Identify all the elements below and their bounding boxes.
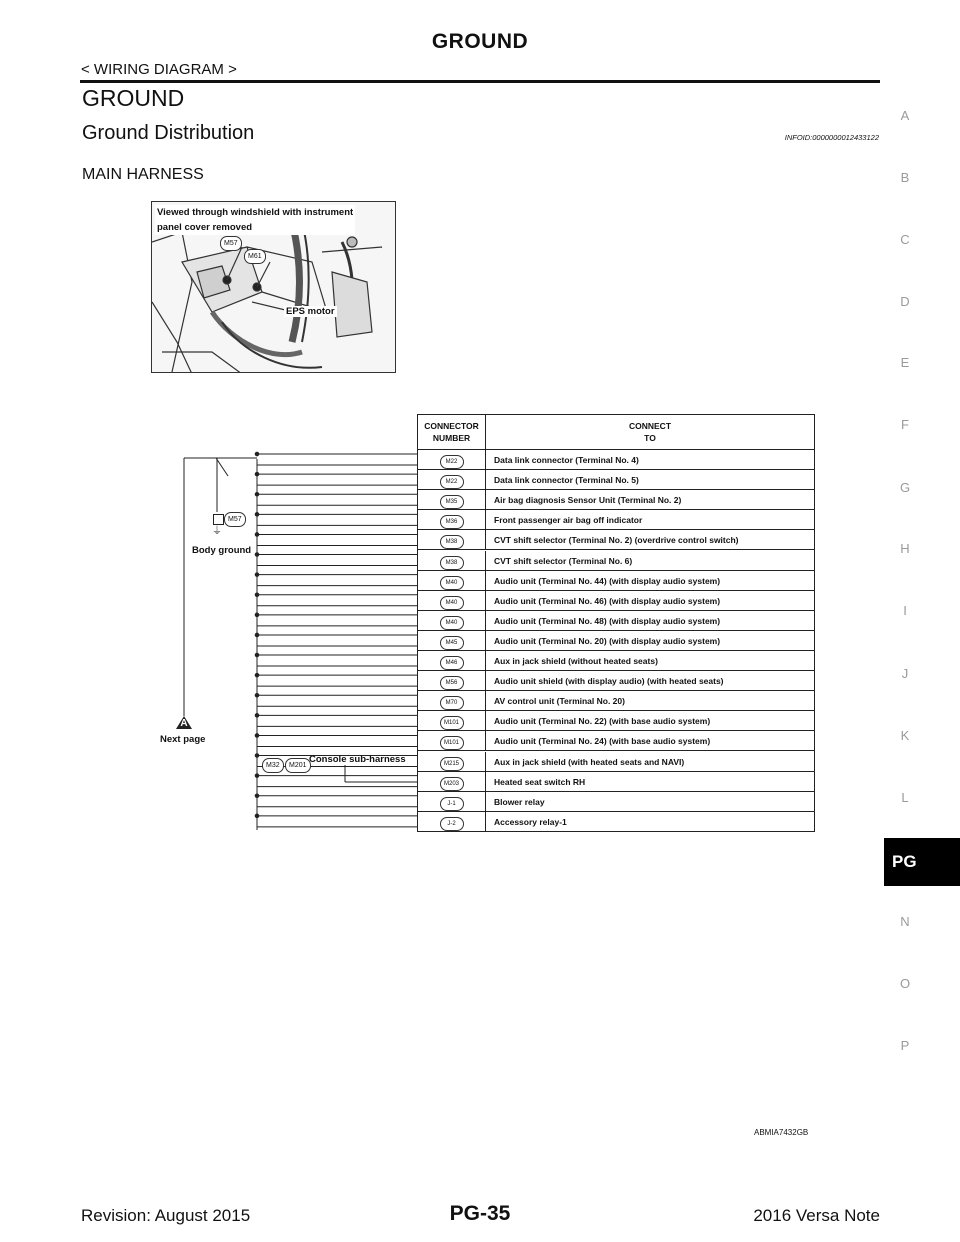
callout-m57: M57 <box>220 236 242 251</box>
side-index-a[interactable]: A <box>900 108 910 123</box>
connector-cell <box>418 691 486 710</box>
next-page-marker: A <box>180 718 188 729</box>
ground-branch-wire <box>216 458 228 476</box>
table-row <box>418 631 814 651</box>
table-row <box>418 470 814 490</box>
connector-badge: M36 <box>440 515 464 529</box>
side-index-g[interactable]: G <box>899 480 911 495</box>
connector-badge: M45 <box>440 636 464 650</box>
splice-dot <box>255 593 259 597</box>
connect-to-cell: Aux in jack shield (with heated seats and NAVI) <box>494 756 685 767</box>
page-subtitle: Ground Distribution <box>82 122 255 144</box>
connector-table <box>417 414 815 832</box>
connect-to-cell: Audio unit shield (with display audio) (with heated seats) <box>494 676 724 687</box>
connector-badge: M70 <box>440 696 464 710</box>
splice-dot <box>255 452 259 456</box>
connector-cell <box>418 490 486 509</box>
table-row <box>418 571 814 591</box>
ground-symbol-icon: ⏚ <box>212 526 222 537</box>
splice-dot <box>255 573 259 577</box>
connector-badge: M215 <box>440 757 464 771</box>
info-id: INFOID:0000000012433122 <box>784 133 879 142</box>
splice-dot <box>255 553 259 557</box>
next-page-label[interactable]: Next page <box>160 734 206 745</box>
body-ground-label: Body ground <box>192 545 252 556</box>
splice-dot <box>255 492 259 496</box>
ground-wiring-schematic <box>150 440 420 830</box>
connect-to-cell: Aux in jack shield (without heated seats) <box>494 656 658 666</box>
table-row <box>418 671 814 691</box>
splice-dot <box>255 533 259 537</box>
footer-revision: Revision: August 2015 <box>81 1206 251 1225</box>
active-section-tab[interactable]: PG <box>884 838 960 886</box>
splice-dot <box>255 613 259 617</box>
connector-badge: M101 <box>440 736 464 750</box>
connector-cell <box>418 651 486 670</box>
connect-to-cell: Air bag diagnosis Sensor Unit (Terminal No. 2) <box>494 495 682 506</box>
connector-cell <box>418 812 486 832</box>
table-row <box>418 651 814 671</box>
connector-badge: M203 <box>440 777 464 791</box>
connector-cell <box>418 510 486 529</box>
dashboard-illustration <box>151 201 396 373</box>
connector-badge: M40 <box>440 576 464 590</box>
footer-page-number: PG-35 <box>449 1202 511 1225</box>
connector-badge: M22 <box>440 455 464 469</box>
connector-cell <box>418 792 486 811</box>
connect-to-cell: Data link connector (Terminal No. 5) <box>494 475 639 486</box>
connect-to-cell: Audio unit (Terminal No. 46) (with display audio system) <box>494 595 721 606</box>
table-row <box>418 792 814 812</box>
connector-cell <box>418 671 486 690</box>
connector-badge: M101 <box>440 716 464 730</box>
connect-to-cell: Audio unit (Terminal No. 44) (with display audio system) <box>494 575 721 586</box>
table-header-connect-to-line1: CONNECT TO <box>628 421 672 443</box>
connector-cell <box>418 530 486 549</box>
table-header-connector-line1: CONNECTOR NUMBER <box>424 421 479 443</box>
connector-badge: M22 <box>440 475 464 489</box>
ground-terminal-icon <box>213 514 224 525</box>
connect-to-cell: Audio unit (Terminal No. 22) (with base audio system) <box>494 716 711 727</box>
splice-dot <box>255 814 259 818</box>
page-title: GROUND <box>82 85 185 111</box>
console-connector-m201: M201 <box>285 758 311 773</box>
connector-cell <box>418 591 486 610</box>
connector-badge: M35 <box>440 495 464 509</box>
side-index-f[interactable]: F <box>901 417 909 432</box>
connector-badge: J-2 <box>440 817 464 831</box>
splice-dot <box>255 714 259 718</box>
splice-dot <box>255 774 259 778</box>
header-rule <box>80 80 880 83</box>
splice-dot <box>255 513 259 517</box>
connector-badge: M40 <box>440 616 464 630</box>
illustration-caption-line1: Viewed through windshield with instrument <box>157 207 354 218</box>
connect-to-cell: Audio unit (Terminal No. 48) (with display audio system) <box>494 615 721 626</box>
connector-badge: M38 <box>440 556 464 570</box>
connect-to-cell: Heated seat switch RH <box>494 776 586 787</box>
connector-cell <box>418 772 486 791</box>
connect-to-cell: Accessory relay-1 <box>494 816 567 827</box>
table-row <box>418 611 814 631</box>
connector-cell <box>418 470 486 489</box>
harness-title: MAIN HARNESS <box>82 166 204 183</box>
connect-to-cell: CVT shift selector (Terminal No. 2) (overdrive control switch) <box>494 535 739 546</box>
table-row <box>418 551 814 571</box>
console-connector-m32: M32 <box>262 758 284 773</box>
connector-cell <box>418 752 486 771</box>
illustration-caption-line2: panel cover removed <box>157 222 253 233</box>
side-index-h[interactable]: H <box>900 541 910 556</box>
connect-to-cell: AV control unit (Terminal No. 20) <box>494 696 625 707</box>
table-row <box>418 731 814 751</box>
table-row <box>418 510 814 530</box>
side-index-n[interactable]: N <box>900 914 910 929</box>
connector-badge: M38 <box>440 535 464 549</box>
side-index-b[interactable]: B <box>900 170 910 185</box>
connector-cell <box>418 571 486 590</box>
figure-reference-code: ABMIA7432GB <box>754 1128 809 1137</box>
table-row <box>418 490 814 510</box>
connector-cell <box>418 711 486 730</box>
header-section: < WIRING DIAGRAM > <box>81 61 237 78</box>
side-index-e[interactable]: E <box>900 355 910 370</box>
connect-to-cell: Audio unit (Terminal No. 20) (with display audio system) <box>494 635 721 646</box>
connect-to-cell: Front passenger air bag off indicator <box>494 515 643 526</box>
connect-to-cell: CVT shift selector (Terminal No. 6) <box>494 555 633 566</box>
splice-dot <box>255 794 259 798</box>
table-row <box>418 450 814 470</box>
table-row <box>418 812 814 832</box>
table-header-connect-to <box>486 415 814 450</box>
connect-to-cell: Audio unit (Terminal No. 24) (with base audio system) <box>494 736 711 747</box>
console-sub-harness-label: Console sub-harness <box>309 754 406 765</box>
side-index-l[interactable]: L <box>901 790 909 805</box>
connector-cell <box>418 450 486 469</box>
ground-connector-m57: M57 <box>224 512 246 527</box>
table-row <box>418 691 814 711</box>
callout-m61: M61 <box>244 249 266 264</box>
table-row <box>418 772 814 792</box>
side-index-d[interactable]: D <box>900 294 910 309</box>
connector-cell <box>418 631 486 650</box>
connector-badge: M46 <box>440 656 464 670</box>
connector-badge: J-1 <box>440 797 464 811</box>
table-row <box>418 591 814 611</box>
header-title: GROUND <box>431 30 529 53</box>
splice-dot <box>255 673 259 677</box>
splice-dot <box>255 734 259 738</box>
connect-to-cell: Data link connector (Terminal No. 4) <box>494 455 639 465</box>
table-header-connector-number <box>418 415 486 450</box>
splice-dot <box>255 754 259 758</box>
side-index-o[interactable]: O <box>899 976 911 991</box>
connector-badge: M40 <box>440 596 464 610</box>
connector-cell <box>418 551 486 570</box>
table-row <box>418 530 814 550</box>
splice-dot <box>255 633 259 637</box>
footer-model: 2016 Versa Note <box>753 1206 880 1225</box>
connect-to-cell: Blower relay <box>494 796 545 807</box>
connector-cell <box>418 731 486 750</box>
callout-eps-motor: EPS motor <box>286 306 335 317</box>
connector-cell <box>418 611 486 630</box>
splice-dot <box>255 472 259 476</box>
side-index-j[interactable]: J <box>901 666 909 681</box>
illustration-caption <box>155 205 355 235</box>
splice-dot <box>255 693 259 697</box>
connector-badge: M56 <box>440 676 464 690</box>
side-index-i[interactable]: I <box>903 603 907 618</box>
splice-dot <box>255 653 259 657</box>
side-index-c[interactable]: C <box>900 232 910 247</box>
side-index-p[interactable]: P <box>900 1038 910 1053</box>
side-index-k[interactable]: K <box>900 728 910 743</box>
table-row <box>418 711 814 731</box>
table-row <box>418 752 814 772</box>
